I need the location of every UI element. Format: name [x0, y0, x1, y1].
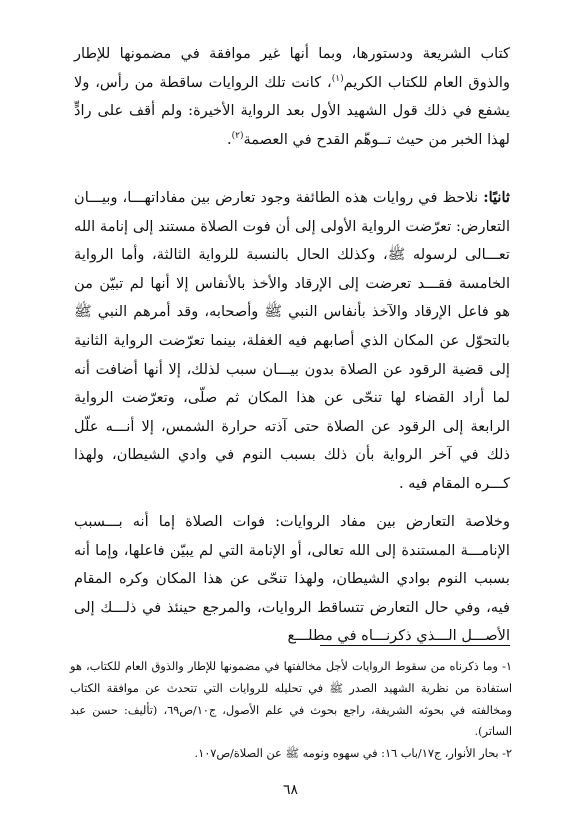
- footnote-1: ١- وما ذكرناه من سقوط الروايات لأجل مخالفتها في مضمونها للإطار والذوق العام للكتاب، هو استفادة من نظرية الشهيد الصدر ﷺ في تحليله للروايات التي تتحدث عن موافقة الكتاب ومخالفته في بحوثه الشريفة، راجع بحوث في علم الأصول، ج١٠/ص٦٩، (تأليف: حسن عبد الساتر).: [70, 660, 512, 739]
- footnote-ref-2: (٢): [231, 130, 244, 141]
- paragraph-2-lead: ثانيًا:: [483, 189, 510, 206]
- paragraph-1-text-a: كتاب الشريعة ودستورها، وبما أنها غير موافقة في مضمونها للإطار والذوق العام للكتاب الكريم: [74, 45, 510, 91]
- footnote-separator: [320, 645, 510, 646]
- footnotes: [70, 656, 512, 765]
- footnote-2: ٢- بحار الأنوار، ج١٧/باب ١٦: في سهوه ونومه ﷺ عن الصلاة/ص١٠٧.: [194, 747, 512, 761]
- paragraph-3-text: وخلاصة التعارض بين مفاد الروايات: فوات الصلاة إما أنه بـــسبب الإنامـــة المستندة إلى الله تعالى، أو الإنامة التي لم يبيّن فاعلها، وإما أنه بسبب النوم بوادي الشيطان، ولهذا تنحّى عن هذا المكان وكره المقام فيه، وفي حال التعارض تتساقط الروايات، والمرجع حينئذ في ذلـــك إلى الأصـــل الـــذي ذكرنـــاه في مطلـــع: [74, 513, 510, 645]
- paragraph-2: [74, 184, 510, 499]
- paragraph-3: [74, 508, 510, 651]
- paragraph-2-text: نلاحظ في روايات هذه الطائفة وجود تعارض بين مفاداتهـــا، وبيـــان التعارض: تعرّضت الرواية الأولى إلى أن فوت الصلاة مستند إلى إنامة الله تعـــالى لرسوله ﷺ، وكذلك الحال بالنسبة للرواية الثالثة، وأما الرواية الخامسة فقـــد تعرضت إلى الإرقاد والأخذ بالأنفاس إلا أنها لم تبيّن من هو فاعل الإرقاد والآخذ بأنفاس النبي ﷺ وأصحابه، وقد أمرهم النبي ﷺ بالتحوّل عن المكان الذي أصابهم فيه الغفلة، بينما تعرّضت الرواية الثانية إلى قضية الرقود عن الصلاة بدون بيـــان سبب لذلك، إلا أنها أضافت أنه لما أراد القضاء لها تنحّى عن هذا المكان ثم صلّى، وتعرّضت الرواية الرابعة إلى الرقود عن الصلاة حتى آذته حرارة الشمس، إلا أنـــه علّل ذلك في آخر الرواية بأن ذلك بسبب النوم في وادي الشيطان، ولهذا كـــره المقام فيه .: [74, 189, 510, 492]
- paragraph-1-end: .: [226, 130, 232, 148]
- paragraph-1: [74, 40, 510, 154]
- footnote-ref-1: (١): [331, 73, 344, 84]
- paragraph-1-text-b: ، كانت تلك الروايات ساقطة من رأس، ولا يشفع في ذلك قول الشهيد الأول بعد الرواية الأخيرة: ولم أقف على رادٍّ لهذا الخبر من حيث تــوهّم القدح في العصمة: [74, 73, 510, 148]
- page-number: ٦٨: [282, 782, 299, 798]
